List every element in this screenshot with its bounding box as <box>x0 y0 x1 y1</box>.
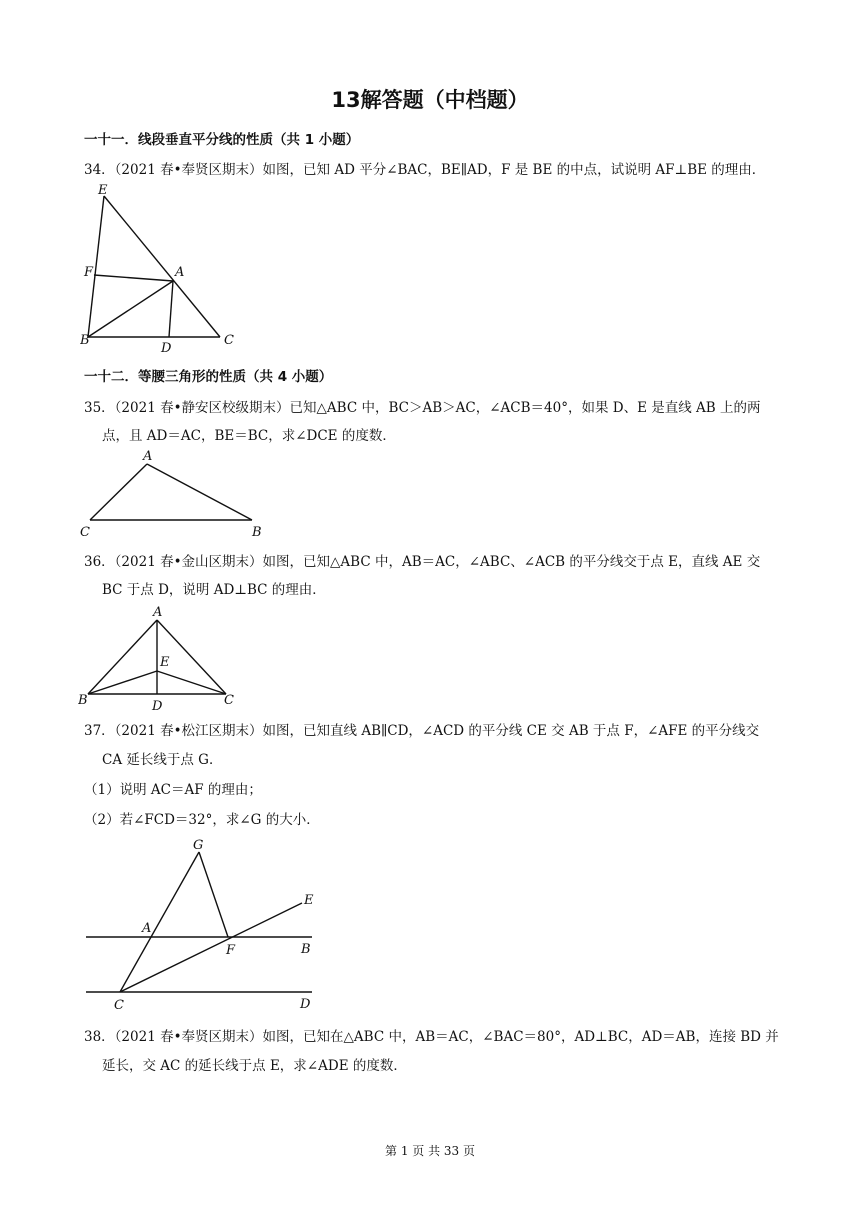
q37-text-line2: CA 延长线于点 G． <box>102 752 223 768</box>
q38-text-line2: 延长，交 AC 的延长线于点 E，求∠ADE 的度数． <box>102 1058 407 1074</box>
q35-text-line1: 35．（2021 春•静安区校级期末）已知△ABC 中，BC＞AB＞AC，∠ACB＝40°，如果 D、E 是直线 AB 上的两 <box>84 400 761 416</box>
q37-label-A: A <box>142 921 152 936</box>
page-footer: 第 1 页 共 33 页 <box>385 1144 475 1158</box>
q34-label-C: C <box>224 333 234 348</box>
q34-label-D: D <box>161 341 172 355</box>
q37-label-B: B <box>301 942 311 957</box>
q34-label-B: B <box>80 333 90 348</box>
page-title: 13解答题（中档题） <box>331 88 529 112</box>
q34-figure <box>80 180 250 355</box>
q35-label-B: B <box>252 525 262 540</box>
q35-figure <box>78 444 268 540</box>
q37-sub2: （2）若∠FCD＝32°，求∠G 的大小． <box>84 812 320 828</box>
q34-label-A: A <box>175 265 185 280</box>
q37-figure <box>80 834 330 1014</box>
q34-text: 34．（2021 春•奉贤区期末）如图，已知 AD 平分∠BAC，BE∥AD，F 是 BE 的中点，试说明 AF⊥BE 的理由． <box>84 162 766 178</box>
q35-label-C: C <box>80 525 90 540</box>
q37-label-D: D <box>300 997 311 1012</box>
q36-text-line2: BC 于点 D，说明 AD⊥BC 的理由． <box>102 582 326 598</box>
q37-label-F: F <box>226 943 236 958</box>
q36-label-D: D <box>152 699 163 712</box>
q36-label-E: E <box>160 655 170 670</box>
q36-figure <box>78 600 244 712</box>
q37-label-C: C <box>114 998 124 1013</box>
q34-label-F: F <box>84 265 94 280</box>
section-heading-11: 一十一．线段垂直平分线的性质（共 1 小题） <box>84 132 360 148</box>
q38-text-line1: 38．（2021 春•奉贤区期末）如图，已知在△ABC 中，AB＝AC，∠BAC＝80°，AD⊥BC，AD＝AB，连接 BD 并 <box>84 1029 779 1045</box>
q37-text-line1: 37．（2021 春•松江区期末）如图，已知直线 AB∥CD，∠ACD 的平分线 CE 交 AB 于点 F，∠AFE 的平分线交 <box>84 723 760 739</box>
q36-label-B: B <box>78 693 88 708</box>
q34-label-E: E <box>98 183 108 198</box>
q36-label-A: A <box>153 605 163 620</box>
q37-label-E: E <box>304 893 314 908</box>
q35-label-A: A <box>143 449 153 464</box>
section-heading-12: 一十二．等腰三角形的性质（共 4 小题） <box>84 369 333 385</box>
q35-text-line2: 点，且 AD＝AC，BE＝BC，求∠DCE 的度数． <box>102 428 396 444</box>
q36-text-line1: 36．（2021 春•金山区期末）如图，已知△ABC 中，AB＝AC，∠ABC、∠ACB 的平分线交于点 E，直线 AE 交 <box>84 554 761 570</box>
q36-label-C: C <box>224 693 234 708</box>
q37-label-G: G <box>193 838 204 853</box>
q37-sub1: （1）说明 AC＝AF 的理由； <box>84 782 262 798</box>
